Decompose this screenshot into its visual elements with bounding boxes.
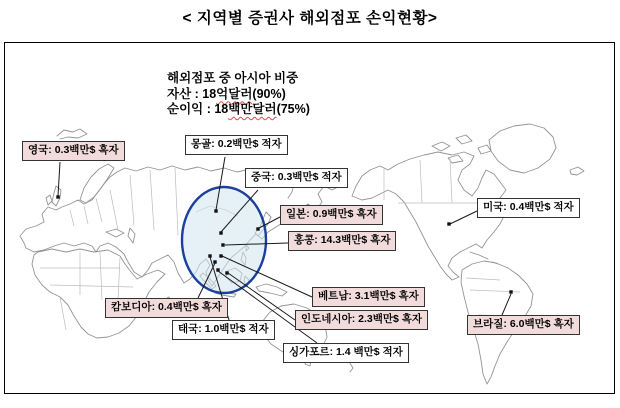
cambodia-marker [213, 260, 216, 263]
summary-line-profit: 순이익 : 18백만달러(75%) [167, 102, 310, 116]
summary-line-asset: 자산 : 18억달러(90%) [167, 86, 286, 101]
summary-line-1: 해외점포 중 아시아 비중 [167, 71, 299, 85]
label-thailand: 태국: 1.0백만$ 적자 [172, 320, 275, 340]
spellcheck-underline: 억달러 [216, 86, 253, 101]
asia-highlight-ellipse [182, 187, 266, 293]
thailand-marker [208, 254, 211, 257]
japan-marker [256, 227, 259, 230]
label-cambodia: 캄보디아: 0.4백만$ 흑자 [105, 298, 228, 318]
label-vietnam: 베트남: 3.1백만$ 흑자 [312, 287, 425, 307]
label-hongkong: 홍콩: 14.3백만$ 흑자 [288, 231, 396, 251]
label-uk: 영국: 0.3백만$ 흑자 [22, 141, 125, 161]
indonesia-marker [225, 271, 228, 274]
indonesia-callout-line [228, 273, 295, 320]
map-greenland [489, 124, 556, 173]
label-indonesia: 인도네시아: 2.3백만$ 흑자 [295, 310, 428, 330]
mongolia-marker [214, 209, 217, 212]
map-africa [32, 249, 165, 338]
hongkong-marker [221, 243, 224, 246]
brazil-marker [509, 290, 512, 293]
usa-marker [447, 222, 450, 225]
brazil-callout-line [502, 294, 511, 315]
vietnam-marker [219, 254, 222, 257]
usa-callout-line [450, 211, 477, 224]
label-singapore: 싱가포르: 1.4 백만$ 적자 [283, 343, 409, 363]
spellcheck-underline: 백만달러 [228, 102, 277, 116]
label-brazil: 브라질: 6.0백만$ 흑자 [467, 315, 580, 335]
asia-summary-text [167, 71, 310, 118]
label-mongolia: 몽골: 0.2백만$ 적자 [185, 135, 288, 155]
figure-title: < 지역별 증권사 해외점포 손익현황> [182, 10, 438, 27]
uk-callout-line [58, 162, 60, 196]
label-china: 중국: 0.3백만$ 적자 [245, 168, 348, 188]
singapore-marker [216, 268, 219, 271]
china-marker [219, 231, 222, 234]
label-japan: 일본: 0.9백만$ 흑자 [280, 205, 383, 225]
label-usa: 미국: 0.4백만$ 적자 [477, 198, 580, 218]
uk-marker [56, 195, 59, 198]
